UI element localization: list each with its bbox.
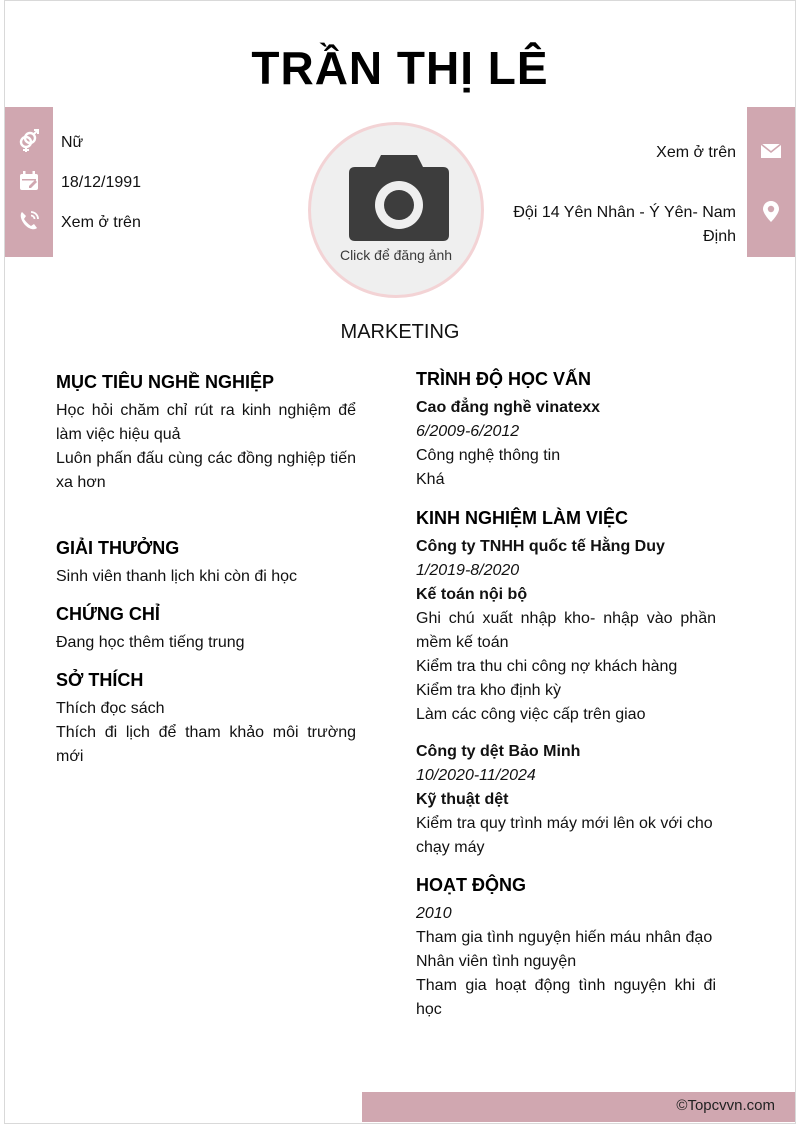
profile-photo-upload[interactable]: [308, 122, 484, 298]
certificate-line: Đang học thêm tiếng trung: [56, 634, 245, 651]
objective-line: Luôn phấn đấu cùng các đồng nghiệp tiến xa hơn: [56, 450, 356, 491]
objective-line: Học hỏi chăm chỉ rút ra kinh nghiệm để làm việc hiệu quả: [56, 402, 356, 443]
hobby-line: Thích đi lịch để tham khảo môi trường mới: [56, 724, 356, 765]
hobbies-title: SỞ THÍCH: [56, 670, 144, 690]
job-detail: Làm các công việc cấp trên giao: [416, 706, 646, 723]
left-column: [56, 369, 356, 769]
job-company: Công ty dệt Bảo Minh: [416, 743, 581, 760]
left-contact-bar: [5, 107, 53, 257]
awards-title: GIẢI THƯỞNG: [56, 538, 180, 558]
activity-line: Nhân viên tình nguyện: [416, 953, 577, 970]
job-detail: Kiểm tra thu chi công nợ khách hàng: [416, 658, 678, 675]
job-company: Công ty TNHH quốc tế Hằng Duy: [416, 538, 665, 555]
education-period: 6/2009-6/2012: [416, 423, 520, 440]
gender-value: Nữ: [61, 134, 84, 151]
email-value: Xem ở trên: [656, 144, 736, 161]
education-major: Công nghệ thông tin: [416, 447, 561, 464]
job-role: Kế toán nội bộ: [416, 586, 528, 603]
calendar-icon: [17, 169, 41, 193]
education-title: TRÌNH ĐỘ HỌC VẤN: [416, 369, 591, 389]
objective-section: [56, 369, 356, 495]
candidate-name: TRẦN THỊ LÊ: [251, 42, 549, 94]
footer-credit: ©Topcvvn.com: [676, 1097, 775, 1114]
activity-line: Tham gia hoạt động tình nguyện khi đi học: [416, 977, 716, 1018]
birthday-value: 18/12/1991: [61, 174, 142, 191]
job-detail: Kiểm tra quy trình máy mới lên ok với cho chạy máy: [416, 815, 713, 856]
experience-title: KINH NGHIỆM LÀM VIỆC: [416, 508, 629, 528]
gender-icon: [17, 129, 41, 153]
activities-title: HOẠT ĐỘNG: [416, 875, 526, 895]
address-value: Đội 14 Yên Nhân - Ý Yên- Nam Định: [513, 204, 736, 245]
experience-section: [416, 505, 716, 860]
job-title: MARKETING: [340, 321, 460, 343]
job-period: 10/2020-11/2024: [416, 767, 536, 784]
education-section: [416, 366, 716, 492]
education-school: Cao đẳng nghề vinatexx: [416, 399, 601, 416]
photo-upload-label: Click để đăng ảnh: [339, 247, 453, 263]
activity-line: Tham gia tình nguyện hiến máu nhân đạo: [416, 929, 713, 946]
right-column: [416, 366, 716, 1022]
certificates-title: CHỨNG CHỈ: [56, 604, 160, 624]
location-pin-icon: [759, 199, 783, 223]
activities-section: [416, 872, 716, 1022]
phone-value: Xem ở trên: [61, 214, 141, 231]
objective-title: MỤC TIÊU NGHỀ NGHIỆP: [56, 372, 275, 392]
education-grade: Khá: [416, 471, 445, 488]
footer-bar: [362, 1092, 796, 1122]
award-line: Sinh viên thanh lịch khi còn đi học: [56, 568, 298, 585]
job-detail: Ghi chú xuất nhập kho- nhập vào phần mềm kế toán: [416, 610, 716, 651]
certificates-section: [56, 601, 356, 655]
hobbies-section: [56, 667, 356, 769]
camera-icon: [347, 151, 451, 243]
job-detail: Kiểm tra kho định kỳ: [416, 682, 561, 699]
activities-year: 2010: [416, 905, 452, 922]
email-icon: [759, 139, 783, 163]
phone-icon: [17, 209, 41, 233]
hobby-line: Thích đọc sách: [56, 700, 165, 717]
right-contact-bar: [747, 107, 795, 257]
awards-section: [56, 535, 356, 589]
job-role: Kỹ thuật dệt: [416, 791, 509, 808]
job-period: 1/2019-8/2020: [416, 562, 520, 579]
cv-page: [4, 0, 796, 1124]
